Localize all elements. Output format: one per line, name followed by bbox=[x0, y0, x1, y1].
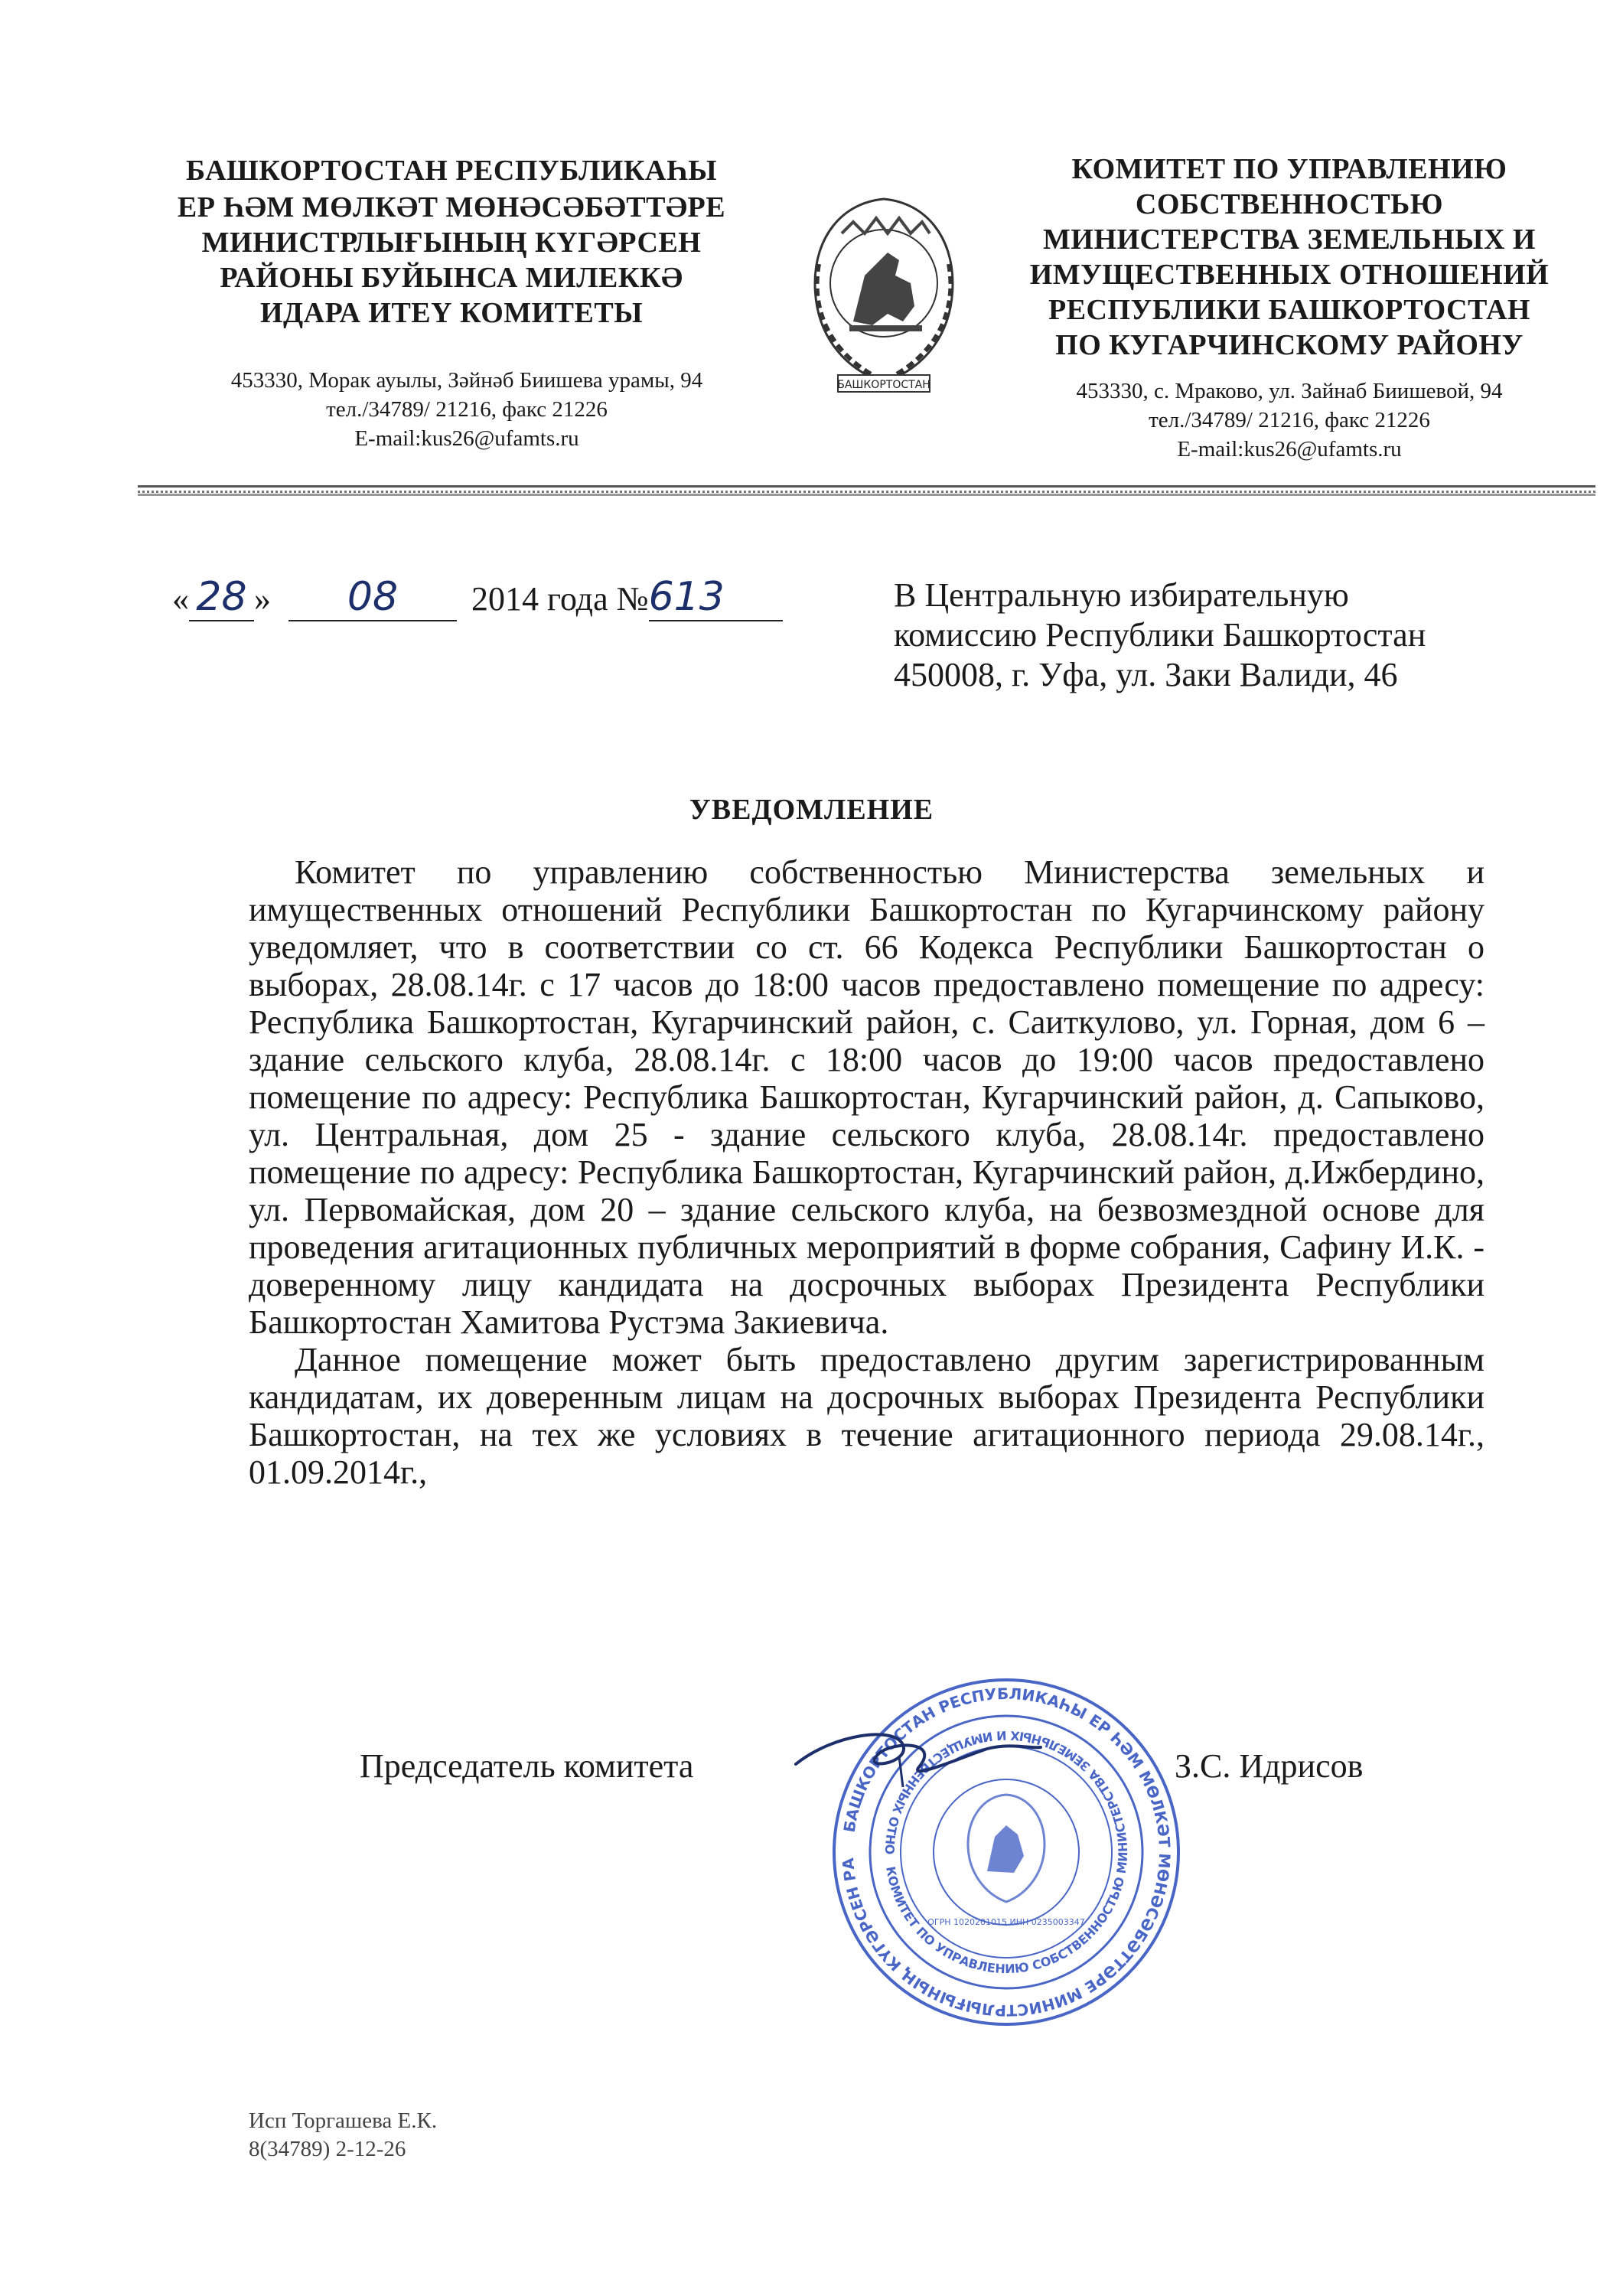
header-left bbox=[130, 153, 773, 453]
stamp-emblem bbox=[968, 1795, 1045, 1902]
body-text bbox=[249, 853, 1484, 1491]
footer-phone: 8(34789) 2-12-26 bbox=[249, 2137, 406, 2161]
document-reference bbox=[172, 574, 846, 628]
header-right-line-3: МИНИСТЕРСТВА ЗЕМЕЛЬНЫХ И bbox=[1043, 223, 1536, 256]
recipient-line-1: В Центральную избирательную bbox=[894, 576, 1349, 614]
header-right-phone: тел./34789/ 21216, факс 21226 bbox=[1149, 408, 1430, 432]
recipient-block bbox=[894, 576, 1582, 695]
stamp-inner-text: КОМИТЕТ ПО УПРАВЛЕНИЮ СОБСТВЕННОСТЬЮ МИНИСТЕРСТВА ЗЕМЕЛЬНЫХ И ИМУЩЕСТВЕННЫХ ОТНО bbox=[882, 1727, 1131, 1977]
header-right-address: 453330, с. Мраково, ул. Зайнаб Биишевой, 94 bbox=[1076, 379, 1503, 403]
header-right-email: E-mail:kus26@ufamts.ru bbox=[1177, 437, 1402, 461]
close-quote: » bbox=[254, 580, 271, 618]
header-left-line-3: МИНИСТРЛЫҒЫНЫҢ КҮГӘРСЕН bbox=[201, 227, 702, 259]
emblem-label: БАШКОРТОСТАН bbox=[837, 379, 930, 391]
handwritten-signature bbox=[788, 1711, 1048, 1802]
header-divider bbox=[138, 485, 1595, 496]
document-number: 613 bbox=[649, 574, 783, 621]
recipient-line-3: 450008, г. Уфа, ул. Заки Валиди, 46 bbox=[894, 656, 1398, 693]
header-right-line-4: ИМУЩЕСТВЕННЫХ ОТНОШЕНИЙ bbox=[1029, 259, 1550, 291]
recipient-line-2: комиссию Республики Башкортостан bbox=[894, 616, 1426, 654]
header-left-line-2: ЕР ҺӘМ МӨЛКӘТ МӨНӘСӘБӘТТӘРЕ bbox=[177, 191, 726, 223]
header-right-line-5: РЕСПУБЛИКИ БАШКОРТОСТАН bbox=[1048, 294, 1530, 326]
header-right-line-6: ПО КУГАРЧИНСКОМУ РАЙОНУ bbox=[1055, 329, 1524, 361]
header-left-line-1: БАШКОРТОСТАН РЕСПУБЛИКАҺЫ bbox=[185, 155, 718, 187]
footer-executor: Исп Торгашева Е.К. bbox=[249, 2108, 438, 2133]
header-right-line-1: КОМИТЕТ ПО УПРАВЛЕНИЮ bbox=[1071, 153, 1507, 185]
header-right bbox=[987, 152, 1592, 464]
signature-position: Председатель комитета bbox=[360, 1747, 694, 1785]
header-left-line-5: ИДАРА ИТЕҮ КОМИТЕТЫ bbox=[259, 297, 644, 329]
open-quote: « bbox=[172, 580, 189, 618]
coat-of-arms-emblem bbox=[796, 191, 972, 398]
stamp-ogrn: ОГРН 1020201015 ИНН 0235003347 bbox=[927, 1917, 1085, 1927]
paragraph-1: Комитет по управлению собственностью Министерства земельных и имущественных отношений Республики Башкортостан по Кугарчинскому району уведомляет, что в соответствии со ст. 66 Кодекса Республики Башкортостан о выборах, 28.08.14г. с 17 часов до 18:00 часов предоставлено помещение по адресу: Республика Башкортостан, Кугарчинский район, с. Саиткулово, ул. Горная, дом 6 – здание сельского клуба, 28.08.14г. с 18:00 часов до 19:00 часов предоставлено помещение по адресу: Республика Башкортостан, Кугарчинский район, д. Сапыково, ул. Центральная, дом 25 - здание сельского клуба, 28.08.14г. предоставлено помещение по адресу: Республика Башкортостан, Кугарчинский район, д.Ижбердино, ул. Первомайская, дом 20 – здание сельского клуба, на безвозмездной основе для проведения агитационных публичных мероприятий в форме собрания, Сафину И.К. - доверенному лицу кандидата на досрочных выборах Президента Республики Башкортостан Хамитова Рустэма Закиевича. bbox=[249, 853, 1484, 1341]
date-month: 08 bbox=[288, 574, 457, 621]
header-left-address: 453330, Морак ауылы, Зәйнәб Биишева урамы, 94 bbox=[230, 368, 703, 393]
signature-name: З.С. Идрисов bbox=[1175, 1747, 1364, 1785]
stamp-outer-text: БАШКОРТОСТАН РЕСПУБЛИКАҺЫ ЕР ҺӘМ МӨЛКӘТ МӨНӘСӘБӘТТӘРЕ МИНИСТРЛЫҒЫНЫҢ КҮГӘРСЕН РА bbox=[839, 1684, 1175, 2020]
document-title: УВЕДОМЛЕНИЕ bbox=[689, 794, 934, 826]
header-right-line-2: СОБСТВЕННОСТЬЮ bbox=[1135, 188, 1444, 220]
date-day: 28 bbox=[189, 574, 254, 621]
date-year: 2014 года № bbox=[471, 580, 649, 618]
header-left-line-4: РАЙОНЫ БУЙЫНСА МИЛЕККӘ bbox=[220, 262, 683, 294]
header-left-email: E-mail:kus26@ufamts.ru bbox=[354, 426, 579, 451]
paragraph-2: Данное помещение может быть предоставлено другим зарегистрированным кандидатам, их доверенным лицам на досрочных выборах Президента Республики Башкортостан, на тех же условиях в течение агитационного периода 29.08.14г., 01.09.2014г., bbox=[249, 1341, 1484, 1491]
header-left-phone: тел./34789/ 21216, факс 21226 bbox=[326, 397, 608, 422]
